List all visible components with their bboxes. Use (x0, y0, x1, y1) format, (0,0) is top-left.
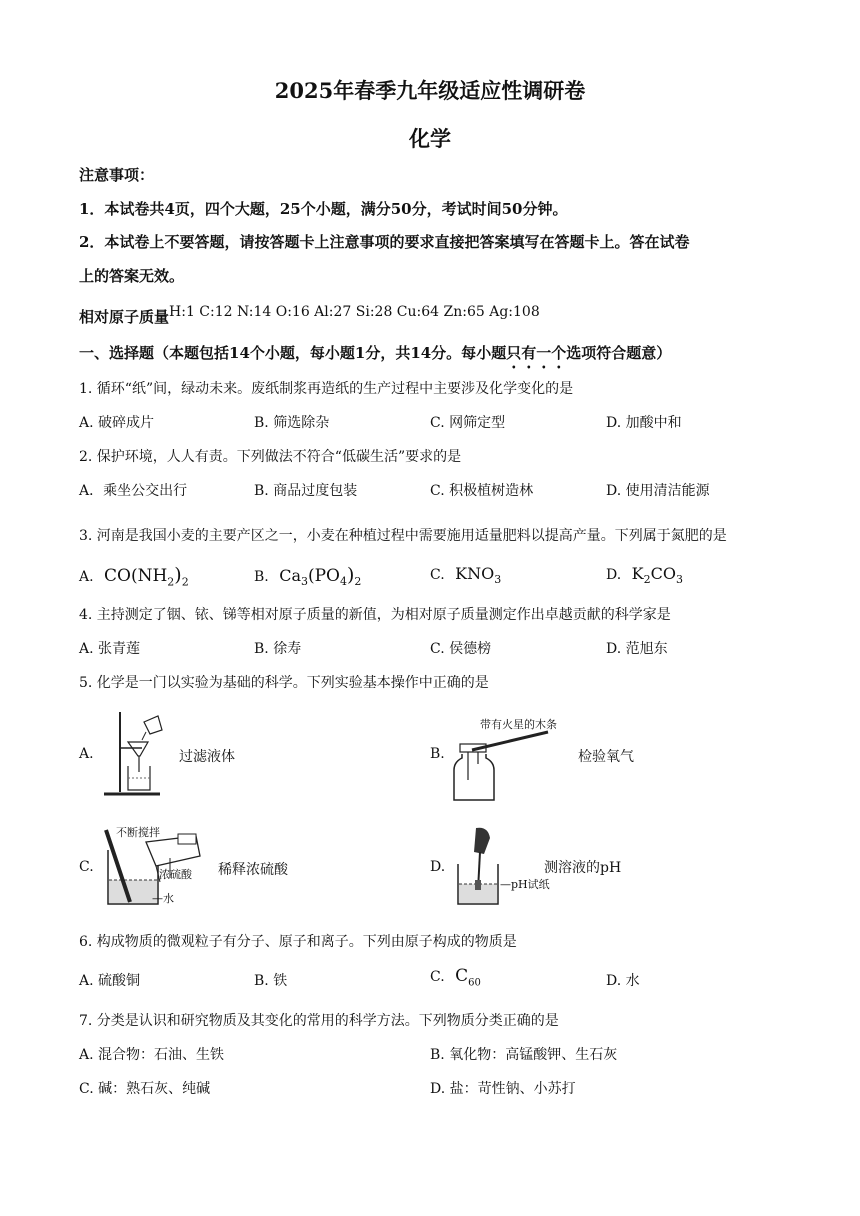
q5-option-b: B. (430, 746, 445, 762)
q5-c-label-water: —水 (152, 892, 174, 905)
q5-b-label: 带有火星的木条 (480, 718, 557, 731)
q3-formula-a (104, 564, 189, 589)
notice-item-1: 1．本试卷共4页，四个大题，25个小题，满分50分，考试时间50分钟。 (79, 200, 568, 218)
q7-option-c: C. 碱：熟石灰、纯碱 (79, 1081, 211, 1097)
q3-option-b (254, 564, 361, 588)
q3-formula-d (631, 564, 683, 587)
q3-formula-a-close: ) (174, 564, 182, 586)
q1-option-b: B. 筛选除杂 (254, 415, 330, 431)
q3-option-b-label: B. (254, 569, 269, 585)
q3-formula-b-sub: 3 (300, 575, 308, 589)
q3-stem: 3. 河南是我国小麦的主要产区之一，小麦在种植过程中需要施用适量肥料以提高产量。下列属于氮肥的是 (79, 528, 727, 544)
q5-option-d: D. (430, 859, 446, 875)
q3-option-c (430, 564, 501, 586)
q3-formula-d-sub2: 3 (675, 573, 683, 587)
q3-formula-b-main: Ca (279, 566, 301, 585)
q3-formula-b (279, 564, 362, 589)
q3-formula-a-main: CO(NH (104, 566, 168, 586)
q5-d-caption: 测溶液的pH (544, 860, 622, 876)
q5-d-label-text: pH试纸 (511, 878, 550, 891)
q3-option-a-label: A. (79, 569, 94, 585)
section1-heading-text: 一、选择题（本题包括14个小题，每小题1分，共14分。每小题 (79, 344, 507, 362)
notice-heading: 注意事项： (79, 166, 155, 184)
q4-option-d: D. 范旭东 (606, 641, 668, 657)
q5-a-caption: 过滤液体 (179, 749, 235, 765)
section1-heading (79, 342, 671, 372)
q5-b-caption: 检验氧气 (578, 749, 634, 765)
subject-title: 化学 (409, 126, 451, 151)
q3-option-a (79, 564, 189, 588)
q5-c-caption: 稀释浓硫酸 (218, 862, 288, 878)
q5-c-label-stir: 不断搅拌 (116, 826, 160, 839)
q1-stem: 1. 循环“纸”间，绿动未来。废纸制浆再造纸的生产过程中主要涉及化学变化的是 (79, 381, 574, 397)
q3-formula-c-main: KNO (455, 564, 495, 583)
q5-d-label: —pH试纸 (500, 878, 550, 891)
q6-option-a: A. 硫酸铜 (79, 973, 141, 989)
q3-option-c-label: C. (430, 567, 445, 583)
q3-formula-d-k: K (631, 564, 644, 583)
exam-title: 2025年春季九年级适应性调研卷 (274, 78, 586, 103)
q7-option-a: A. 混合物：石油、生铁 (79, 1047, 225, 1063)
q1-option-c: C. 网筛定型 (430, 415, 506, 431)
q5-c-water-text: 水 (163, 892, 174, 905)
q3-formula-c-sub: 3 (494, 573, 502, 587)
q3-formula-b-sub2: 4 (340, 575, 347, 589)
q2-stem: 2. 保护环境，人人有责。下列做法不符合“低碳生活”要求的是 (79, 449, 462, 465)
ph-test-figure (454, 824, 534, 908)
q7-option-d: D. 盐：苛性钠、小苏打 (430, 1081, 576, 1097)
q6-stem: 6. 构成物质的微观粒子有分子、原子和离子。下列由原子构成的物质是 (79, 934, 517, 950)
q3-option-d (606, 564, 683, 586)
filtration-figure (98, 708, 168, 800)
q3-option-d-label: D. (606, 567, 622, 583)
q5-stem: 5. 化学是一门以实验为基础的科学。下列实验基本操作中正确的是 (79, 675, 489, 691)
q2-option-d: D. 使用清洁能源 (606, 483, 710, 499)
q3-formula-b-mid: (PO (307, 566, 340, 586)
q7-stem: 7. 分类是认识和研究物质及其变化的常用的科学方法。下列物质分类正确的是 (79, 1013, 559, 1029)
q6-formula-c (455, 966, 481, 989)
q6-option-c (430, 966, 481, 988)
q1-option-d: D. 加酸中和 (606, 415, 682, 431)
q6-formula-c-sub: 60 (468, 977, 481, 989)
q3-formula-b-sub3: 2 (354, 575, 362, 589)
notice-item-2: 2．本试卷上不要答题，请按答题卡上注意事项的要求直接把答案填写在答题卡上。答在试卷 (79, 233, 690, 251)
q4-stem: 4. 主持测定了铟、铱、锑等相对原子质量的新值，为相对原子质量测定作出卓越贡献的科学家是 (79, 607, 671, 623)
q6-option-d: D. 水 (606, 973, 640, 989)
q6-option-c-label: C. (430, 969, 445, 985)
q4-option-c: C. 侯德榜 (430, 641, 492, 657)
q3-formula-a-sub: 2 (167, 575, 175, 589)
q6-option-b: B. 铁 (254, 973, 288, 989)
atomic-mass-label: 相对原子质量 (79, 308, 170, 326)
q3-formula-a-sub2: 2 (181, 575, 189, 589)
q2-option-b: B. 商品过度包装 (254, 483, 358, 499)
oxygen-test-figure (452, 730, 552, 802)
q4-option-a: A. 张青莲 (79, 641, 141, 657)
q5-option-c: C. (79, 859, 94, 875)
q4-option-b: B. 徐寿 (254, 641, 302, 657)
q5-option-a: A. (79, 746, 94, 762)
section1-emphasis: 只有一个 (506, 344, 567, 362)
q3-formula-b-close: ) (347, 564, 355, 586)
q7-option-b: B. 氧化物：高锰酸钾、生石灰 (430, 1047, 618, 1063)
q1-option-a: A. 破碎成片 (79, 415, 155, 431)
notice-item-2-cont: 上的答案无效。 (79, 267, 185, 285)
atomic-mass-line (79, 300, 540, 326)
q5-c-label-acid: 浓硫酸 (159, 868, 192, 881)
q3-formula-c (455, 564, 502, 587)
section1-heading-tail: 选项符合题意） (566, 344, 672, 362)
q3-formula-d-sub1: 2 (643, 573, 651, 587)
q6-formula-c-main: C (455, 966, 469, 986)
q2-option-c: C. 积极植树造林 (430, 483, 534, 499)
atomic-mass-values: H:1 C:12 N:14 O:16 Al:27 Si:28 Cu:64 Zn:65 Ag:108 (169, 304, 540, 320)
q3-formula-d-co: CO (650, 564, 676, 583)
q2-option-a: A．乘坐公交出行 (79, 483, 188, 499)
